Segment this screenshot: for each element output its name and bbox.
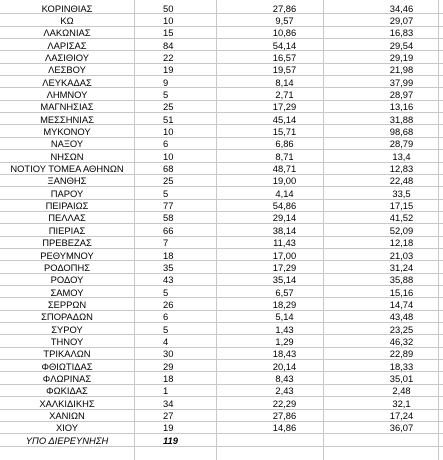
table-row (0, 138, 443, 150)
region-name: ΡΕΘΥΜΝΟΥ (40, 249, 94, 261)
table-row (0, 175, 443, 187)
case-count: 19 (163, 64, 174, 76)
rate-value: 48,71 (272, 163, 297, 175)
case-count: 34 (163, 397, 174, 409)
rate-value: 8,71 (275, 150, 294, 162)
region-name: ΣΑΜΟΥ (50, 286, 84, 298)
rate-value: 17,29 (272, 101, 297, 113)
table-row (0, 113, 443, 125)
table-row (0, 397, 443, 409)
rate-value: 2,71 (275, 88, 294, 100)
rate-value: 18,43 (272, 348, 297, 360)
rate-value: 6,57 (275, 286, 294, 298)
table-row (0, 212, 443, 224)
table-row (0, 348, 443, 360)
percentage-value: 37,99 (389, 76, 414, 88)
table-row (0, 39, 443, 51)
case-count: 77 (163, 200, 174, 212)
region-name: ΝΗΣΩΝ (50, 150, 84, 162)
table-row (0, 385, 443, 397)
case-count: 84 (163, 39, 174, 51)
region-name: ΦΘΙΩΤΙΔΑΣ (41, 360, 93, 372)
case-count: 43 (163, 274, 174, 286)
region-name: ΛΕΣΒΟΥ (48, 64, 86, 76)
rate-value: 11,43 (273, 237, 296, 249)
case-count: 9 (163, 76, 169, 88)
case-count: 25 (163, 101, 174, 113)
region-name: ΧΙΟΥ (55, 422, 79, 434)
percentage-value: 17,15 (389, 200, 414, 212)
percentage-value: 13,4 (392, 150, 411, 162)
percentage-value: 31,24 (389, 261, 414, 273)
region-name: ΧΑΝΙΩΝ (49, 410, 85, 422)
region-name: ΛΑΣΙΘΙΟΥ (44, 51, 90, 63)
case-count: 4 (163, 335, 169, 347)
rate-value: 1,43 (275, 323, 294, 335)
region-name: ΛΗΜΝΟΥ (46, 88, 88, 100)
percentage-value: 52,09 (389, 224, 414, 236)
region-name: ΠΡΕΒΕΖΑΣ (42, 237, 92, 249)
region-name: ΚΟΡΙΝΘΙΑΣ (41, 2, 93, 14)
rate-value: 19,57 (272, 64, 297, 76)
table-row (0, 224, 443, 236)
case-count: 27 (163, 410, 174, 422)
table-row (0, 150, 443, 162)
table-row (0, 249, 443, 261)
table-row (0, 163, 443, 175)
table-row (0, 323, 443, 335)
case-count: 5 (163, 187, 169, 199)
percentage-value: 34,46 (389, 2, 414, 14)
case-count: 6 (163, 311, 169, 323)
percentage-value: 17,24 (389, 410, 414, 422)
region-name: ΧΑΛΚΙΔΙΚΗΣ (39, 397, 95, 409)
percentage-value: 14,74 (389, 298, 414, 310)
table-row (0, 274, 443, 286)
table-row (0, 27, 443, 39)
table-row (0, 64, 443, 76)
table-row (0, 14, 443, 26)
case-count: 18 (163, 373, 174, 384)
percentage-value: 13,16 (389, 101, 414, 113)
percentage-value: 18,33 (389, 360, 414, 372)
percentage-value: 31,88 (389, 113, 414, 125)
region-name: ΡΟΔΟΥ (50, 274, 84, 286)
case-count: 5 (163, 323, 169, 335)
region-name: ΜΕΣΣΗΝΙΑΣ (40, 113, 94, 125)
case-count: 10 (163, 126, 174, 137)
percentage-value: 23,25 (389, 323, 414, 335)
table-row (0, 200, 443, 212)
table-row (0, 51, 443, 63)
rate-value: 29,14 (272, 212, 297, 224)
case-count: 19 (163, 422, 174, 434)
case-count: 50 (163, 2, 174, 14)
table-row (0, 286, 443, 298)
region-name: ΜΥΚΟΝΟΥ (43, 126, 91, 137)
rate-value: 19,00 (272, 175, 297, 187)
table-row (0, 410, 443, 422)
percentage-value: 12,18 (389, 237, 414, 249)
rate-value: 45,14 (272, 113, 297, 125)
table-row (0, 101, 443, 113)
rate-value: 54,14 (272, 39, 297, 51)
case-count: 51 (163, 113, 174, 125)
rate-value: 20,14 (272, 360, 297, 372)
region-name: ΣΕΡΡΩΝ (47, 298, 87, 310)
case-count: 18 (163, 249, 174, 261)
region-name: ΠΕΙΡΑΙΩΣ (45, 200, 89, 212)
percentage-value: 46,32 (389, 335, 414, 347)
case-count: 15 (163, 27, 174, 39)
region-name: ΜΑΓΝΗΣΙΑΣ (40, 101, 94, 113)
table-row (0, 422, 443, 434)
region-name: ΤΗΝΟΥ (50, 335, 84, 347)
rate-value: 35,14 (272, 274, 297, 286)
rate-value: 14,86 (272, 422, 297, 434)
percentage-value: 22,89 (389, 348, 414, 360)
case-count: 10 (163, 14, 174, 26)
region-name: ΣΥΡΟΥ (51, 323, 83, 335)
case-count: 5 (163, 88, 169, 100)
rate-value: 22,29 (272, 397, 297, 409)
case-count: 26 (163, 298, 174, 310)
case-count: 22 (163, 51, 174, 63)
region-name: ΛΑΡΙΣΑΣ (47, 39, 87, 51)
rate-value: 17,00 (272, 249, 297, 261)
table-row (0, 126, 443, 138)
table-row (0, 88, 443, 100)
case-count: 66 (163, 224, 174, 236)
rate-value: 4,14 (275, 187, 294, 199)
case-count: 58 (163, 212, 174, 224)
region-name: ΚΩ (60, 14, 74, 26)
rate-value: 2,43 (275, 385, 294, 397)
percentage-value: 33,5 (392, 187, 411, 199)
case-count: 1 (163, 385, 169, 397)
table-row (0, 335, 443, 347)
percentage-value: 21,98 (389, 64, 414, 76)
rate-value: 27,86 (272, 2, 297, 14)
case-count: 35 (163, 261, 174, 273)
table-row (0, 187, 443, 199)
percentage-value: 12,83 (389, 163, 414, 175)
case-count: 7 (163, 237, 169, 249)
region-name: ΦΛΩΡΙΝΑΣ (42, 373, 92, 384)
table-row (0, 373, 443, 385)
rate-value: 15,71 (272, 126, 297, 137)
table-row (0, 76, 443, 88)
rate-value: 9,57 (275, 14, 294, 26)
percentage-value: 98,68 (389, 126, 414, 137)
percentage-value: 28,97 (389, 88, 414, 100)
region-name: ΝΟΤΙΟΥ ΤΟΜΕΑ ΑΘΗΝΩΝ (10, 163, 124, 175)
percentage-value: 29,07 (389, 14, 414, 26)
rate-value: 17,29 (272, 261, 297, 273)
region-name: ΞΑΝΘΗΣ (47, 175, 87, 187)
percentage-value: 41,52 (389, 212, 414, 224)
case-count: 25 (163, 175, 174, 187)
percentage-value: 35,88 (389, 274, 414, 286)
case-count: 10 (163, 150, 174, 162)
region-name: ΠΙΕΡΙΑΣ (48, 224, 86, 236)
rate-value: 27,86 (272, 410, 297, 422)
percentage-value: 35,01 (389, 373, 414, 384)
region-name: ΥΠΟ ΔΙΕΡΕΥΝΗΣΗ (25, 434, 109, 446)
percentage-value: 2,48 (392, 385, 411, 397)
table-row (0, 311, 443, 323)
percentage-value: 16,83 (389, 27, 414, 39)
percentage-value: 32,1 (392, 397, 411, 409)
rate-value: 16,57 (272, 51, 297, 63)
percentage-value: 28,79 (389, 138, 414, 150)
region-name: ΛΑΚΩΝΙΑΣ (43, 27, 91, 39)
rate-value: 8,43 (275, 373, 294, 384)
percentage-value: 22,48 (389, 175, 414, 187)
table-row (0, 434, 443, 446)
rate-value: 5,14 (275, 311, 294, 323)
table-row (0, 237, 443, 249)
rate-value: 54,86 (272, 200, 297, 212)
rate-value: 1,29 (275, 335, 294, 347)
region-name: ΦΩΚΙΔΑΣ (46, 385, 88, 397)
percentage-value: 21,03 (389, 249, 414, 261)
region-name: ΛΕΥΚΑΔΑΣ (42, 76, 92, 88)
percentage-value: 15,16 (389, 286, 414, 298)
table-row (0, 298, 443, 310)
table-row (0, 360, 443, 372)
region-name: ΤΡΙΚΑΛΩΝ (43, 348, 91, 360)
table-row (0, 2, 443, 14)
region-name: ΠΑΡΟΥ (50, 187, 84, 199)
region-name: ΡΟΔΟΠΗΣ (43, 261, 91, 273)
case-count: 6 (163, 138, 169, 150)
case-count: 68 (163, 163, 174, 175)
percentage-value: 43,48 (389, 311, 414, 323)
case-count: 29 (163, 360, 174, 372)
rate-value: 18,29 (272, 298, 297, 310)
case-count: 30 (163, 348, 174, 360)
case-count: 119 (163, 434, 178, 446)
percentage-value: 29,54 (389, 39, 414, 51)
case-count: 5 (163, 286, 169, 298)
region-name: ΣΠΟΡΑΔΩΝ (41, 311, 93, 323)
region-name: ΝΑΞΟΥ (50, 138, 84, 150)
region-name: ΠΕΛΛΑΣ (48, 212, 86, 224)
rate-value: 10,86 (272, 27, 297, 39)
rate-value: 6,86 (275, 138, 294, 150)
percentage-value: 36,07 (389, 422, 414, 434)
rate-value: 38,14 (272, 224, 297, 236)
rate-value: 8,14 (275, 76, 294, 88)
table-row (0, 261, 443, 273)
percentage-value: 29,19 (389, 51, 414, 63)
